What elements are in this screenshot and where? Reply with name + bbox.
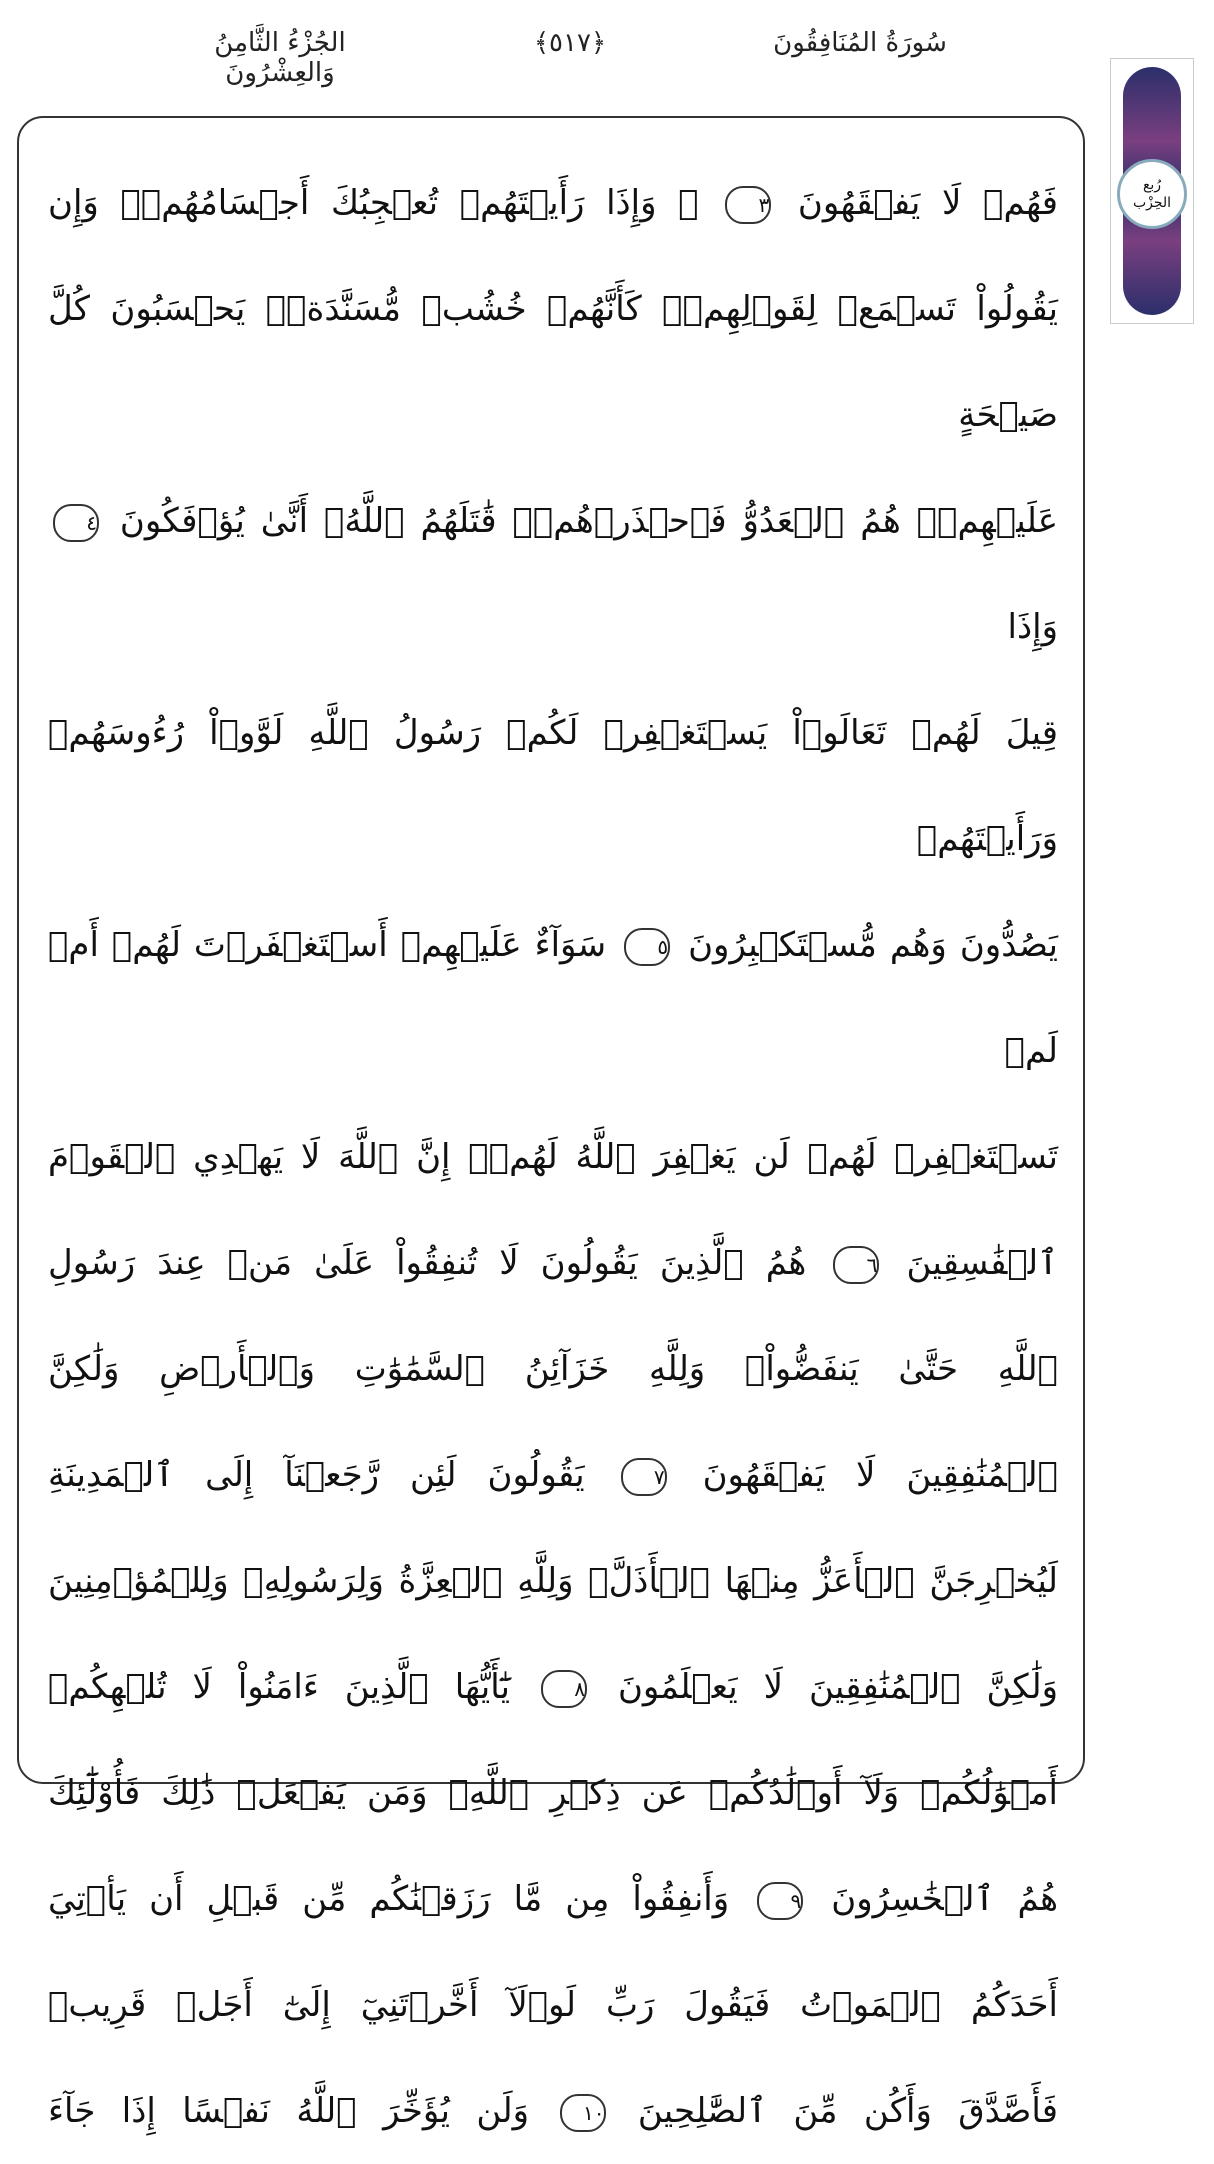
- hizb-label-line1: رُبع: [1142, 177, 1162, 193]
- ayah-number-marker: ٥: [624, 928, 670, 966]
- line-text: ٱللَّهِ حَتَّىٰ يَنفَضُّواْۗ وَلِلَّهِ خَزَآئِنُ ٱلسَّمَٰوَٰتِ وَٱلۡأَرۡضِ وَلَٰكِنَّ: [48, 1349, 1058, 1389]
- ayah-number-marker: ٣: [725, 186, 771, 224]
- line-text: عَلَيۡهِمۡۚ هُمُ ٱلۡعَدُوُّ فَٱحۡذَرۡهُمۡۚ قَٰتَلَهُمُ ٱللَّهُۖ أَنَّىٰ يُؤۡفَكُونَ: [119, 501, 1058, 541]
- hizb-label: [1117, 159, 1187, 229]
- text-line: [48, 1104, 1058, 1210]
- ayah-number-marker: ٩: [757, 1882, 803, 1920]
- ayah-number-marker: ٨: [541, 1670, 587, 1708]
- page-number: ﴿٥١٧﴾: [533, 28, 607, 58]
- text-line: [48, 2058, 1058, 2164]
- text-line: [48, 256, 1058, 468]
- text-line: [48, 1528, 1058, 1634]
- hizb-label-line2: الحِزْب: [1132, 195, 1172, 211]
- ayah-number-marker: ٤: [53, 504, 99, 542]
- line-text: يَقُولُونَ لَئِن رَّجَعۡنَآ إِلَى ٱلۡمَدِينَةِ: [48, 1455, 585, 1495]
- text-line: [48, 1846, 1058, 1952]
- text-line: [48, 468, 1058, 680]
- line-text: يَٰٓأَيُّهَا ٱلَّذِينَ ءَامَنُواْ لَا تُلۡهِكُمۡ: [48, 1667, 511, 1707]
- line-text: لَيُخۡرِجَنَّ ٱلۡأَعَزُّ مِنۡهَا ٱلۡأَذَلَّۚ وَلِلَّهِ ٱلۡعِزَّةُ وَلِرَسُولِهِۦ وَلِلۡمُؤۡمِنِينَ: [48, 1561, 1058, 1601]
- ayah-number-marker: ٧: [621, 1458, 667, 1496]
- line-text: ۞ وَإِذَا رَأَيۡتَهُمۡ تُعۡجِبُكَ أَجۡسَامُهُمۡۖ وَإِن: [48, 183, 699, 223]
- line-text: يَصُدُّونَ وَهُم مُّسۡتَكۡبِرُونَ: [688, 925, 1058, 965]
- juz-name-header: الجُزْءُ الثَّامِنُ وَالعِشْرُونَ: [214, 28, 346, 88]
- line-text: وَأَنفِقُواْ مِن مَّا رَزَقۡنَٰكُم مِّن قَبۡلِ أَن يَأۡتِيَ: [48, 1879, 730, 1919]
- line-text: تَسۡتَغۡفِرۡ لَهُمۡ لَن يَغۡفِرَ ٱللَّهُ لَهُمۡۚ إِنَّ ٱللَّهَ لَا يَهۡدِي ٱلۡقَوۡمَ: [48, 1137, 1058, 1177]
- line-text: قِيلَ لَهُمۡ تَعَالَوۡاْ يَسۡتَغۡفِرۡ لَكُمۡ رَسُولُ ٱللَّهِ لَوَّوۡاْ رُءُوسَهُمۡ وَرَأَيۡتَهُمۡ: [48, 713, 1058, 859]
- ayah-number-marker: ١٠: [560, 2094, 606, 2132]
- text-line: [48, 1740, 1058, 1846]
- line-text: ٱلۡمُنَٰفِقِينَ لَا يَفۡقَهُونَ: [702, 1455, 1058, 1495]
- line-text: أَحَدَكُمُ ٱلۡمَوۡتُ فَيَقُولَ رَبِّ لَوۡلَآ أَخَّرۡتَنِيٓ إِلَىٰٓ أَجَلٖ قَرِيبٖ: [48, 1985, 1058, 2025]
- ayah-number-marker: ٦: [833, 1246, 879, 1284]
- text-line: [48, 680, 1058, 892]
- surah-name-header: سُورَةُ المُنَافِقُونَ: [773, 28, 947, 58]
- line-text: وَلَٰكِنَّ ٱلۡمُنَٰفِقِينَ لَا يَعۡلَمُونَ: [617, 1667, 1058, 1707]
- line-text: وَلَن يُؤَخِّرَ ٱللَّهُ نَفۡسًا إِذَا جَآءَ: [48, 2091, 529, 2131]
- text-line: [48, 1952, 1058, 2058]
- line-text: يَقُولُواْ تَسۡمَعۡ لِقَوۡلِهِمۡۖ كَأَنَّهُمۡ خُشُبٞ مُّسَنَّدَةٞۖ يَحۡسَبُونَ كُلَّ صَيۡحَةٍ: [48, 289, 1058, 435]
- text-line: [48, 1316, 1058, 1422]
- line-text: هُمُ ٱلَّذِينَ يَقُولُونَ لَا تُنفِقُواْ عَلَىٰ مَنۡ عِندَ رَسُولِ: [48, 1243, 807, 1283]
- text-line: [48, 150, 1058, 256]
- line-text: فَهُمۡ لَا يَفۡقَهُونَ: [797, 183, 1059, 223]
- line-text: أَمۡوَٰلُكُمۡ وَلَآ أَوۡلَٰدُكُمۡ عَن ذِكۡرِ ٱللَّهِۚ وَمَن يَفۡعَلۡ ذَٰلِكَ فَأُوْلَٰٓئِكَ: [48, 1773, 1058, 1813]
- line-text: فَأَصَّدَّقَ وَأَكُن مِّنَ ٱلصَّٰلِحِينَ: [637, 2091, 1059, 2131]
- hizb-quarter-marker: [1110, 58, 1194, 324]
- text-line: [48, 892, 1058, 1104]
- text-line: [48, 1422, 1058, 1528]
- text-line: [48, 1634, 1058, 1740]
- line-text: ٱلۡفَٰسِقِينَ: [906, 1243, 1059, 1283]
- text-line: [48, 1210, 1058, 1316]
- line-text: هُمُ ٱلۡخَٰسِرُونَ: [831, 1879, 1059, 1919]
- line-text: وَإِذَا: [1007, 607, 1058, 647]
- line-text: سَوَآءٌ عَلَيۡهِمۡ أَسۡتَغۡفَرۡتَ لَهُمۡ أَمۡ لَمۡ: [48, 925, 1058, 1071]
- quran-text: [48, 150, 1058, 2164]
